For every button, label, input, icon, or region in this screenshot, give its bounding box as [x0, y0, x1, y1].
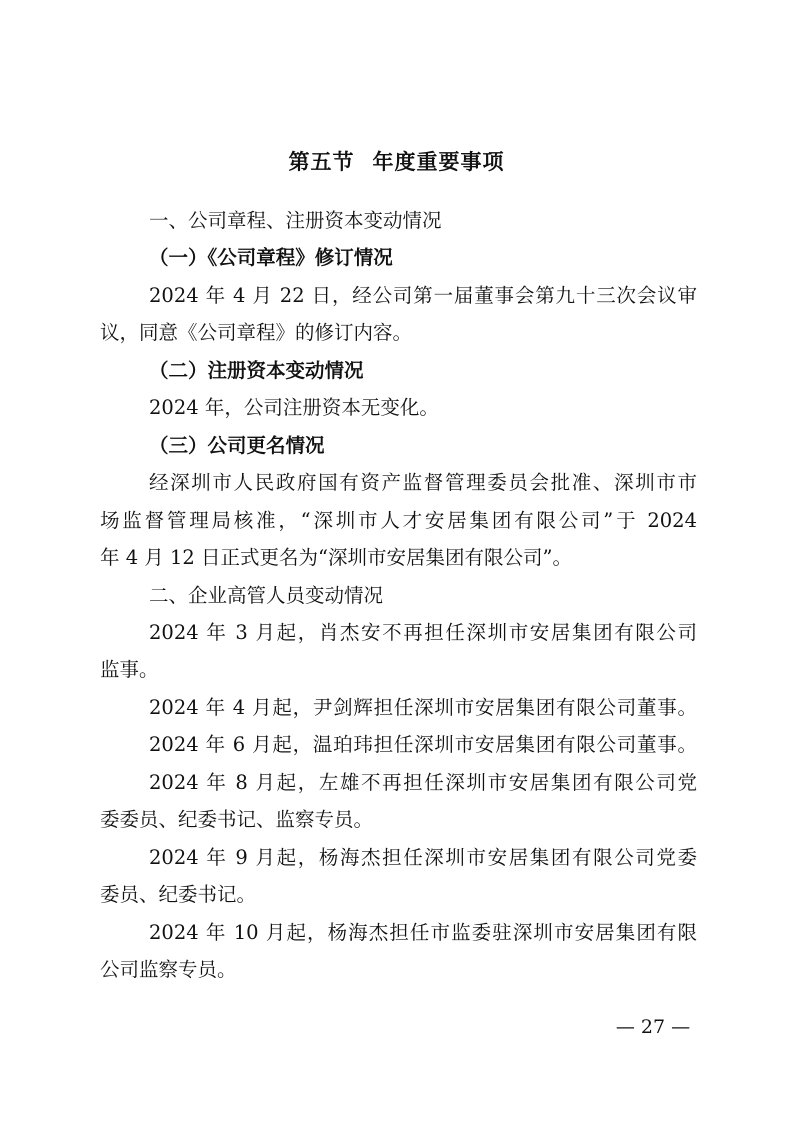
paragraph-line: 2024 年 4 月 22 日，经公司第一届董事会第九十三次会议审: [149, 284, 697, 307]
paragraph-line: 委委员、纪委书记、监察专员。: [100, 808, 374, 831]
subheading-1: （一）《公司章程》修订情况: [149, 246, 393, 269]
paragraph-line: 场监督管理局核准，“深圳市人才安居集团有限公司”于 2024: [100, 509, 697, 532]
subheading-3: （三）公司更名情况: [149, 434, 325, 457]
section-title: [0, 147, 793, 177]
paragraph-line: 公司监察专员。: [100, 958, 237, 981]
heading-2: 二、企业高管人员变动情况: [149, 584, 384, 607]
page-number: — 27 —: [615, 1016, 691, 1038]
paragraph-line: 监事。: [100, 658, 159, 681]
paragraph-line: 2024 年，公司注册资本无变化。: [149, 396, 439, 419]
paragraph-line: 经深圳市人民政府国有资产监督管理委员会批准、深圳市市: [149, 471, 697, 494]
paragraph-line: 2024 年 8 月起，左雄不再担任深圳市安居集团有限公司党: [149, 771, 697, 794]
paragraph-line: 委员、纪委书记。: [100, 883, 257, 906]
paragraph-line: 2024 年 4 月起，尹剑辉担任深圳市安居集团有限公司董事。: [149, 696, 697, 719]
paragraph-line: 2024 年 6 月起，温珀玮担任深圳市安居集团有限公司董事。: [149, 733, 697, 756]
subheading-2: （二）注册资本变动情况: [149, 359, 364, 382]
paragraph-line: 年 4 月 12 日正式更名为“深圳市安居集团有限公司”。: [100, 546, 572, 569]
section-title-text: 年度重要事项: [372, 149, 505, 174]
paragraph-line: 2024 年 10 月起，杨海杰担任市监委驻深圳市安居集团有限: [149, 921, 697, 944]
heading-1: 一、公司章程、注册资本变动情况: [149, 209, 442, 232]
paragraph-line: 议，同意《公司章程》的修订内容。: [100, 321, 413, 344]
paragraph-line: 2024 年 9 月起，杨海杰担任深圳市安居集团有限公司党委: [149, 846, 697, 869]
section-title-number: 第五节: [288, 149, 355, 174]
paragraph-line: 2024 年 3 月起，肖杰安不再担任深圳市安居集团有限公司: [149, 621, 697, 644]
